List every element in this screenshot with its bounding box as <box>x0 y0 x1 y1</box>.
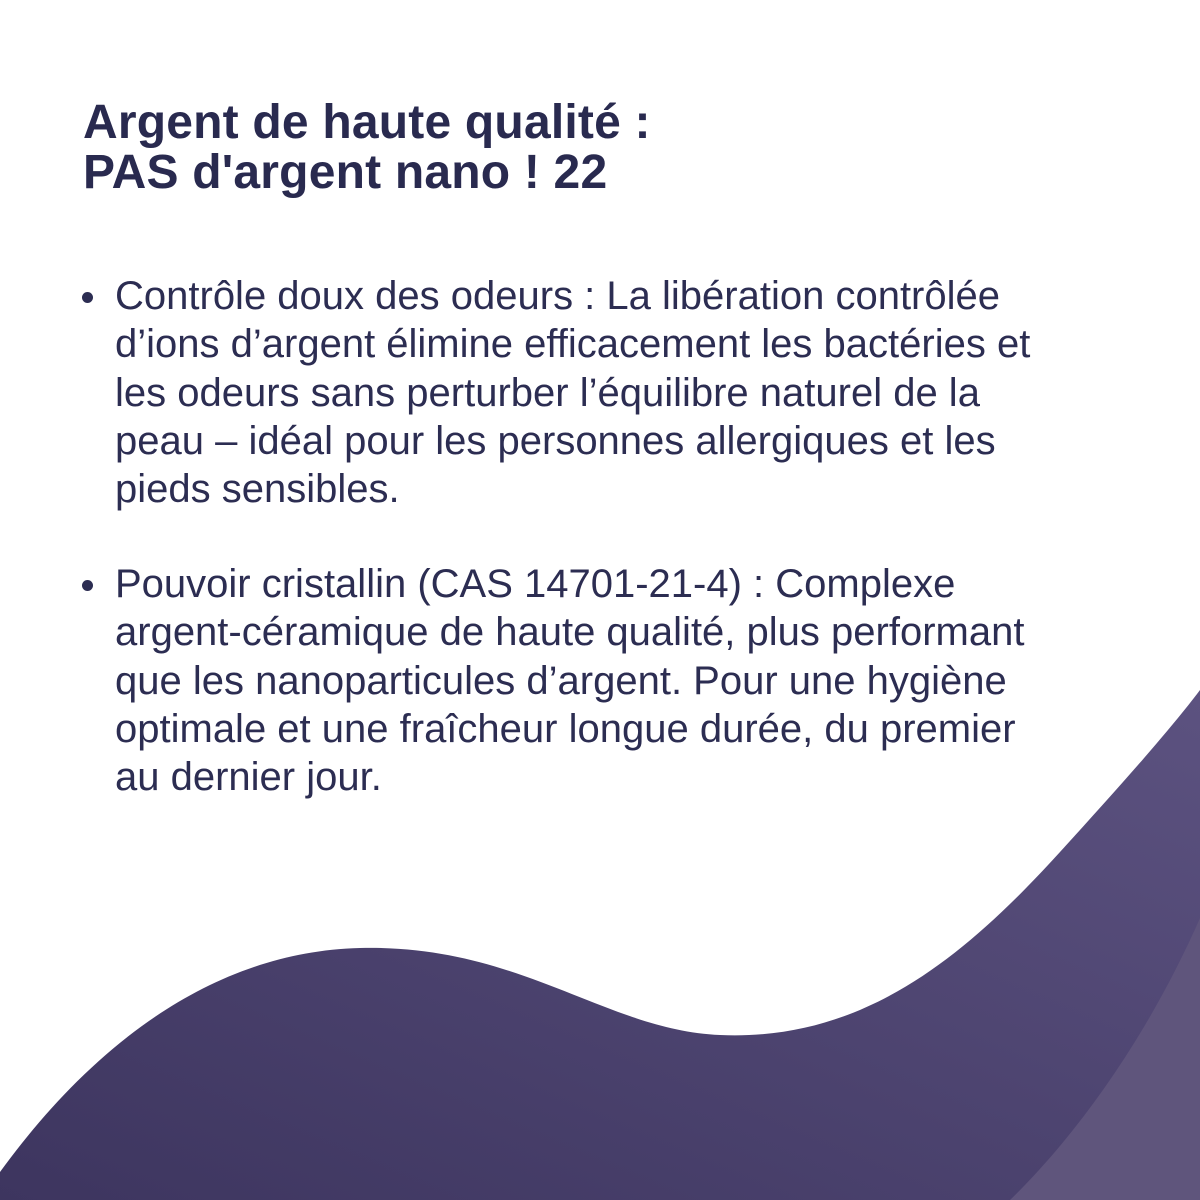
feature-line: d’ions d’argent élimine efficacement les bactéries et <box>115 322 1031 367</box>
feature-line: Pouvoir cristallin (CAS 14701-21-4) : Complexe <box>115 562 956 606</box>
feature-item-crystalline-power <box>115 560 1024 801</box>
feature-item-odor-control <box>115 272 1030 513</box>
feature-line: peau – idéal pour les personnes allergiques et les <box>115 418 996 463</box>
feature-line: Contrôle doux des odeurs : La libération contrôlée <box>115 274 1000 318</box>
feature-line: que les nanoparticules d’argent. Pour une hygiène <box>115 658 1007 703</box>
page-title <box>83 98 651 198</box>
feature-line: optimale et une fraîcheur longue durée, du premier <box>115 706 1016 751</box>
feature-line: au dernier jour. <box>115 755 382 800</box>
feature-line: pieds sensibles. <box>115 467 400 512</box>
feature-line: les odeurs sans perturber l’équilibre naturel de la <box>115 370 980 415</box>
bullet-dot <box>82 580 93 591</box>
title-line: PAS d'argent nano ! 22 <box>83 146 608 199</box>
bullet-dot <box>82 292 93 303</box>
feature-line: argent-céramique de haute qualité, plus performant <box>115 610 1025 655</box>
title-line: Argent de haute qualité : <box>83 96 651 149</box>
